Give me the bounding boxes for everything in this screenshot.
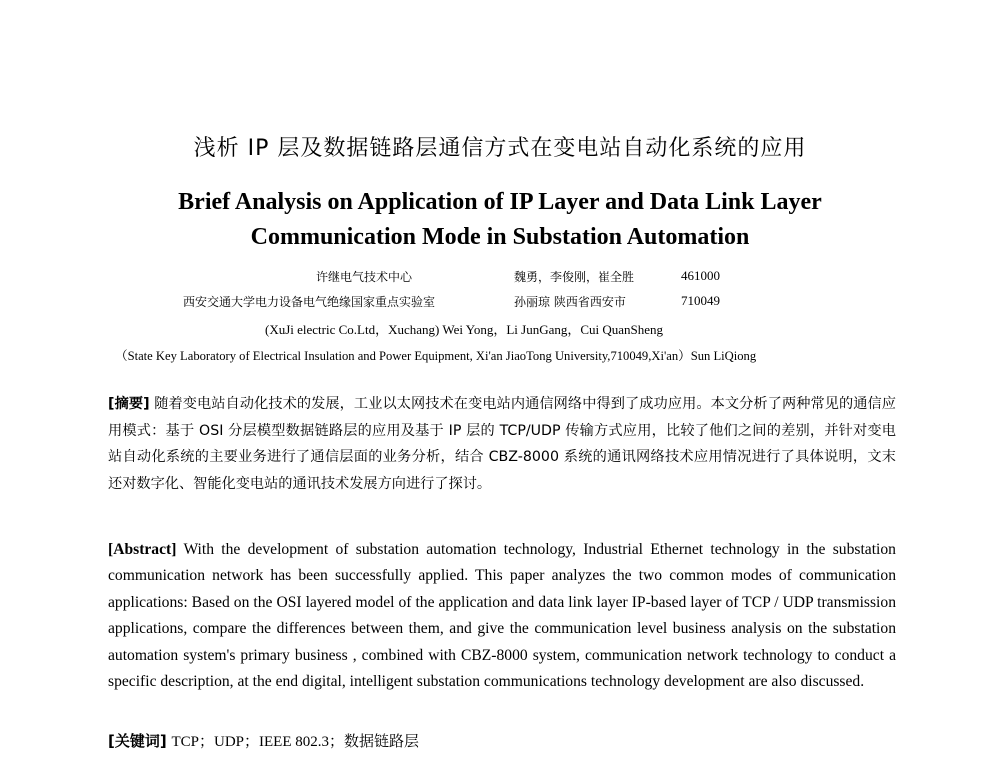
abstract-chinese-text: 随着变电站自动化技术的发展，工业以太网技术在变电站内通信网络中得到了成功应用。本文分析了两种常见的通信应用模式：基于 OSI 分层模型数据链路层的应用及基于 IP 层的 TCP/UDP 传输方式应用，比较了他们之间的差别，并针对变电站自动化系统的主要业务进行了通信层面的业务分析，结合 CBZ-8000 系统的通讯网络技术应用情况进行了具体说明，文末还对数字化、智能化变电站的通讯技术发展方向进行了探讨。 [108, 396, 896, 492]
affiliation-2-postcode: 710049 [681, 293, 720, 308]
abstract-chinese-label: [摘要] [108, 396, 150, 412]
keywords-text: TCP；UDP；IEEE 802.3；数据链路层 [171, 734, 420, 750]
abstract-english-text: With the development of substation automation technology, Industrial Ethernet technology in the substation communication network has been successfully applied. This paper analyzes the two common modes of communication applications: Based on the OSI layered model of the application and data link layer IP-based layer of TCP / UDP transmission applications, compare the differences between them, and give the communication level business analysis on the substation automation system's primary business , combined with CBZ-8000 system, communication network technology to conduct a specific description, at the end digital, intelligent substation communications technology development are also discussed. [108, 541, 896, 691]
keywords [108, 730, 419, 751]
affiliation-2-org: 西安交通大学电力设备电气绝缘国家重点实验室 [183, 295, 436, 309]
affiliation-1-authors: 魏勇，李俊刚，崔全胜 [514, 270, 635, 284]
english-title-line-2: Communication Mode in Substation Automation [250, 224, 750, 250]
affiliation-1-org: 许继电气技术中心 [316, 270, 413, 284]
abstract-chinese [108, 391, 896, 497]
abstract-english [108, 537, 896, 695]
affiliation-2-author-location: 孙丽琼 陕西省西安市 [514, 295, 626, 309]
affiliation-english-2: （State Key Laboratory of Electrical Insulation and Power Equipment, Xi'an JiaoTong University,710049,Xi'an）Sun LiQiong [115, 349, 757, 363]
chinese-title: 浅析 IP 层及数据链路层通信方式在变电站自动化系统的应用 [193, 136, 807, 161]
affiliation-1-postcode: 461000 [681, 268, 720, 283]
affiliation-english-1: (XuJi electric Co.Ltd，Xuchang) Wei Yong，Li JunGang，Cui QuanSheng [265, 322, 664, 337]
english-title-line-1: Brief Analysis on Application of IP Layer and Data Link Layer [178, 189, 822, 215]
keywords-label: [关键词] [108, 732, 167, 750]
abstract-english-label: [Abstract] [108, 541, 177, 558]
